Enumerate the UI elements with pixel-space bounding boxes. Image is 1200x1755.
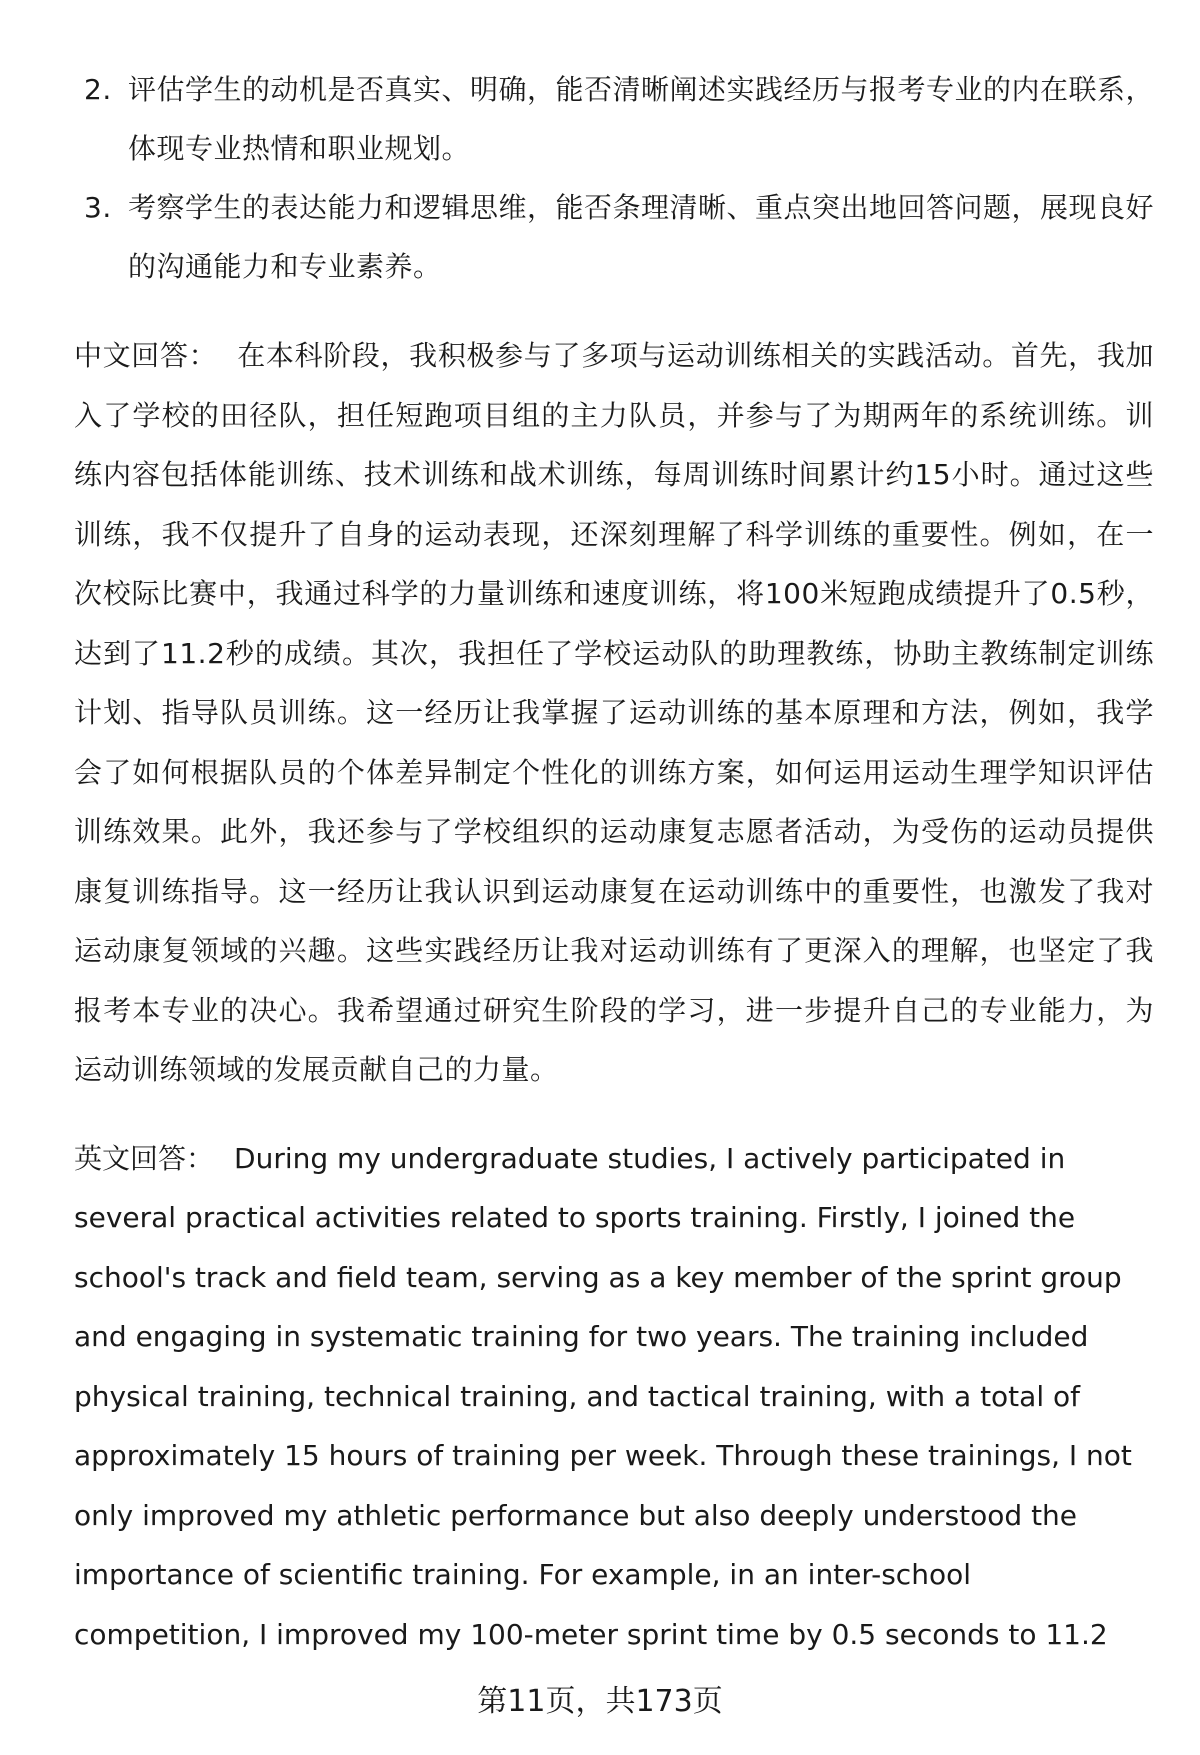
list-item (74, 60, 1154, 178)
page-footer (0, 1682, 1200, 1722)
page-number: 第11页，共173页 (477, 1684, 723, 1719)
list-item (74, 178, 1154, 296)
chinese-answer-text: 在本科阶段，我积极参与了多项与运动训练相关的实践活动。首先，我加入了学校的田径队，担任短跑项目组的主力队员，并参与了为期两年的系统训练。训练内容包括体能训练、技术训练和战术训练，每周训练时间累计约15小时。通过这些训练，我不仅提升了自身的运动表现，还深刻理解了科学训练的重要性。例如，在一次校际比赛中，我通过科学的力量训练和速度训练，将100米短跑成绩提升了0.5秒，达到了11.2秒的成绩。其次，我担任了学校运动队的助理教练，协助主教练制定训练计划、指导队员训练。这一经历让我掌握了运动训练的基本原理和方法，例如，我学会了如何根据队员的个体差异制定个性化的训练方案，如何运用运动生理学知识评估训练效果。此外，我还参与了学校组织的运动康复志愿者活动，为受伤的运动员提供康复训练指导。这一经历让我认识到运动康复在运动训练中的重要性，也激发了我对运动康复领域的兴趣。这些实践经历让我对运动训练有了更深入的理解，也坚定了我报考本专业的决心。我希望通过研究生阶段的学习，进一步提升自己的专业能力，为运动训练领域的发展贡献自己的力量。 (74, 339, 1154, 1086)
list-item-number: 3. (84, 191, 112, 224)
english-answer-paragraph (74, 1129, 1154, 1665)
list-item-number: 2. (84, 73, 112, 106)
chinese-answer-paragraph (74, 326, 1154, 1100)
list-item-text: 评估学生的动机是否真实、明确，能否清晰阐述实践经历与报考专业的内在联系，体现专业热情和职业规划。 (128, 73, 1155, 165)
page-content (74, 60, 1154, 1664)
english-answer-label: 英文回答： (74, 1141, 215, 1175)
chinese-answer-label: 中文回答： (74, 339, 218, 372)
list-item-text: 考察学生的表达能力和逻辑思维，能否条理清晰、重点突出地回答问题，展现良好的沟通能力和专业素养。 (128, 191, 1155, 283)
english-answer-text: During my undergraduate studies, I actively participated in several practical activities related to sports training. Firstly, I joined the school's track and field team, serving as a key member of the sprint group and engaging in systematic training for two years. The training included physical training, technical training, and tactical training, with a total of approximately 15 hours of training per week. Through these trainings, I not only improved my athletic performance but also deeply understood the importance of scientific training. For example, in an inter-school competition, I improved my 100-meter sprint time by 0.5 seconds to 11.2 (74, 1141, 1132, 1651)
criteria-list (74, 60, 1154, 296)
